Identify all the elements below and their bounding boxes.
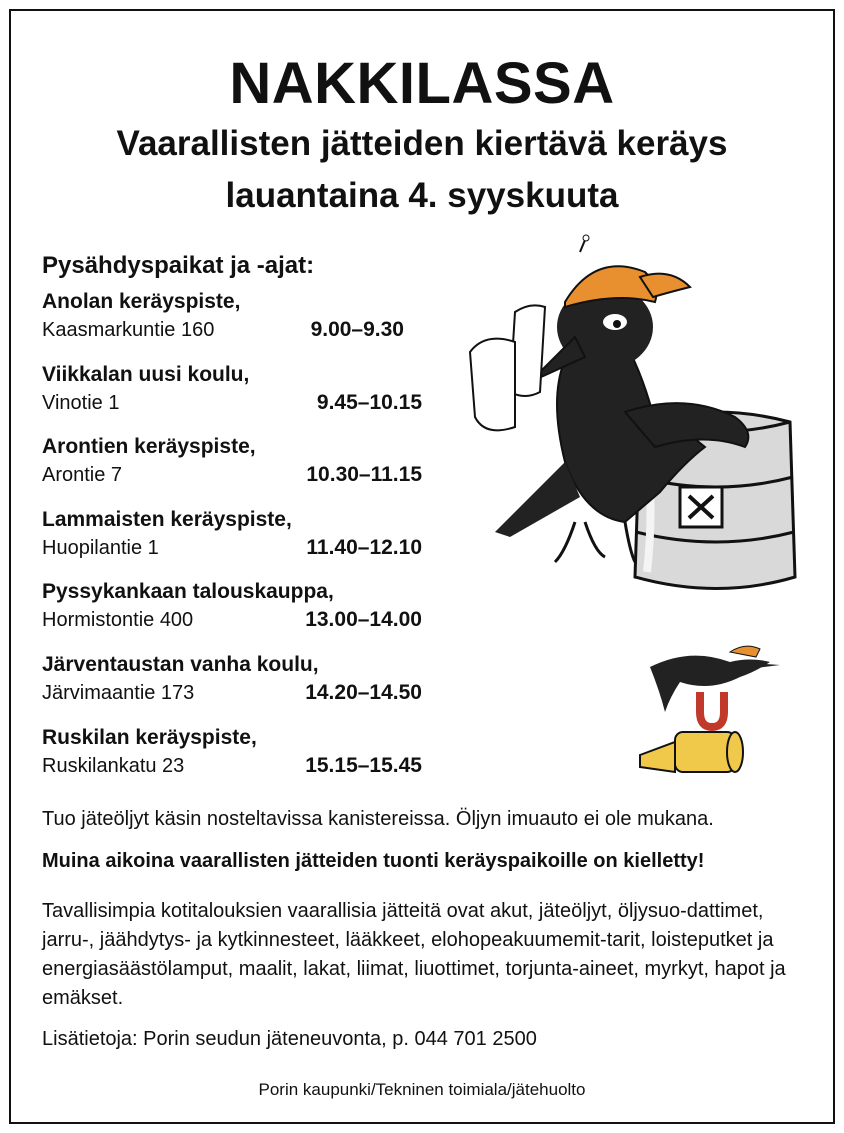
stop-time: 9.00–9.30 [310,318,404,341]
crow-barrel-illustration [455,232,815,607]
stop-item [42,361,422,421]
stop-name: Järventaustan vanha koulu, [42,653,319,676]
stop-item [42,724,422,784]
oil-note: Tuo jäteöljyt käsin nosteltavissa kanistereissa. Öljyn imuauto ei ole mukana. [42,808,714,830]
common-waste-note: Tavallisimpia kotitalouksien vaarallisia jätteitä ovat akut, jäteöljyt, öljysuo-dattimet, jarru-, jäähdytys- ja kytkinnesteet, lääkkeet, elohopeakuumemit-tarit, loisteputket ja energiasäästölamput, maalit, lakat, liimat, liuottimet, torjunta-aineet, myrkyt, hapot ja emäkset. [42,900,786,1009]
contact-info: Lisätietoja: Porin seudun jäteneuvonta, p. 044 701 2500 [42,1028,537,1050]
stop-name: Pyssykankaan talouskauppa, [42,580,334,603]
stop-address: Ruskilankatu 23 [42,755,185,777]
stop-item [42,288,422,348]
stop-address: Huopilantie 1 [42,537,159,559]
stop-address: Vinotie 1 [42,392,120,414]
canister-icon [640,732,743,772]
stop-name: Lammaisten keräyspiste, [42,508,292,531]
stop-address: Hormistontie 400 [42,609,194,631]
stop-item [42,433,422,493]
stop-name: Anolan keräyspiste, [42,290,241,313]
page-subtitle: Vaarallisten jätteiden kiertävä keräys [116,124,728,163]
stop-name: Viikkalan uusi koulu, [42,363,250,386]
stop-name: Ruskilan keräyspiste, [42,726,257,749]
stop-time: 11.40–12.10 [306,536,422,559]
stop-time: 10.30–11.15 [306,463,422,486]
flying-crow-illustration [630,637,790,787]
stop-address: Järvimaantie 173 [42,682,195,704]
stop-address: Kaasmarkuntie 160 [42,319,215,341]
footer: Porin kaupunki/Tekninen toimiala/jätehuolto [258,1080,586,1099]
stop-time: 13.00–14.00 [305,608,422,631]
stop-name: Arontien keräyspiste, [42,435,256,458]
stop-time: 14.20–14.50 [305,681,422,704]
stop-item [42,651,422,711]
magnet-icon [700,692,724,727]
stop-time: 15.15–15.45 [305,754,422,777]
stop-item [42,578,422,638]
event-date: lauantaina 4. syyskuuta [225,176,619,215]
flying-crow-icon [650,646,780,712]
stop-address: Arontie 7 [42,464,123,486]
stops-heading: Pysähdyspaikat ja -ajat: [42,252,315,279]
warning-note: Muina aikoina vaarallisten jätteiden tuonti keräyspaikoille on kielletty! [42,850,705,872]
page-title: NAKKILASSA [229,51,615,116]
stop-time: 9.45–10.15 [316,391,422,414]
stop-item [42,506,422,566]
